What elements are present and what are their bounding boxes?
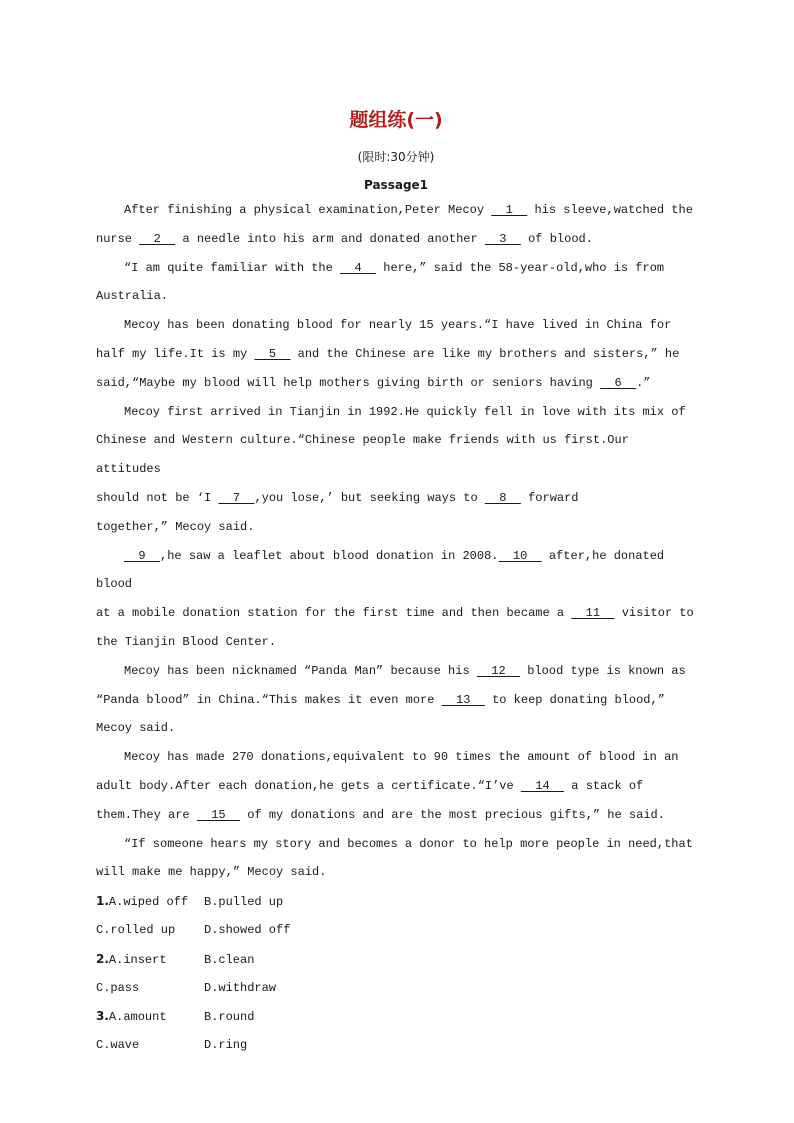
option-c: C.rolled up: [96, 922, 176, 937]
blank-12: 12: [476, 663, 521, 678]
blank-3: 3: [484, 231, 521, 246]
blank-2: 2: [139, 231, 176, 246]
passage-line: nurse 2 a needle into his arm and donated another 3 of blood.: [96, 231, 593, 246]
passage-line: together,” Mecoy said.: [96, 519, 255, 534]
blank-1: 1: [491, 203, 528, 217]
blank-13: 13: [441, 692, 485, 707]
passage-line: Chinese and Western culture.“Chinese people make friends with us first.Our attitudes: [96, 433, 637, 477]
blank-6: 6: [600, 375, 637, 390]
page-title: 题组练(一): [349, 109, 443, 131]
passage-line: Mecoy said.: [96, 721, 176, 736]
option-a: A.amount: [108, 1010, 167, 1025]
passage-line: at a mobile donation station for the first time and then became a 11 visitor to: [96, 606, 694, 621]
worksheet-page: [96, 105, 696, 1060]
time-limit: (限时:30分钟): [357, 150, 435, 164]
option-d: D.ring: [204, 1038, 248, 1053]
passage-line: will make me happy,” Mecoy said.: [96, 865, 327, 880]
blank-15: 15: [196, 807, 241, 822]
passage-line: After finishing a physical examination,Peter Mecoy 1 his sleeve,watched the: [124, 203, 693, 217]
passage-line: should not be ‘I 7 ,you lose,’ but seeking ways to 8 forward: [96, 490, 579, 505]
option-a: A.wiped off: [108, 895, 189, 910]
passage-line: adult body.After each donation,he gets a certificate.“I’ve 14 a stack of: [96, 778, 644, 793]
passage-line: half my life.It is my 5 and the Chinese are like my brothers and sisters,” he: [96, 346, 680, 361]
option-c: C.pass: [96, 980, 140, 995]
passage-line: 9 ,he saw a leaflet about blood donation in 2008. 10 after,he donated blood: [96, 548, 672, 592]
blank-11: 11: [571, 606, 615, 621]
option-b: B.clean: [204, 952, 255, 967]
blank-14: 14: [520, 778, 565, 793]
blank-7: 7: [218, 490, 255, 505]
option-c: C.wave: [96, 1038, 140, 1053]
passage-line: Mecoy has made 270 donations,equivalent to 90 times the amount of blood in an: [124, 750, 679, 765]
passage-line: Mecoy first arrived in Tianjin in 1992.He quickly fell in love with its mix of: [124, 404, 686, 419]
passage-line: the Tianjin Blood Center.: [96, 634, 277, 649]
blank-4: 4: [340, 260, 377, 275]
passage-line: Australia.: [96, 289, 169, 304]
option-b: B.pulled up: [204, 895, 284, 910]
passage-line: them.They are 15 of my donations and are the most precious gifts,” he said.: [96, 807, 665, 822]
question-options: [96, 887, 696, 1060]
passage-body: [96, 196, 696, 887]
question-number: 2.: [96, 951, 109, 966]
blank-9: 9: [124, 548, 161, 563]
blank-10: 10: [498, 548, 542, 563]
option-d: D.showed off: [204, 922, 291, 937]
passage-line: “Panda blood” in China.“This makes it even more 13 to keep donating blood,”: [96, 692, 665, 707]
option-a: A.insert: [108, 952, 167, 967]
blank-5: 5: [254, 346, 291, 361]
question-number: 1.: [96, 894, 109, 909]
option-b: B.round: [204, 1010, 255, 1025]
question-1-row-1: [96, 887, 696, 916]
question-2-row-1: [96, 945, 696, 974]
question-1-row-2: [96, 916, 696, 945]
option-d: D.withdraw: [204, 980, 277, 995]
blank-8: 8: [484, 490, 521, 505]
passage-line: said,“Maybe my blood will help mothers giving birth or seniors having 6 .”: [96, 375, 651, 390]
question-2-row-2: [96, 974, 696, 1003]
passage-line: Mecoy has been nicknamed “Panda Man” because his 12 blood type is known as: [124, 663, 686, 678]
passage-title: Passage1: [363, 178, 429, 192]
passage-line: Mecoy has been donating blood for nearly 15 years.“I have lived in China for: [124, 318, 672, 333]
passage-line: “If someone hears my story and becomes a donor to help more people in need,that: [124, 836, 693, 851]
passage-line: “I am quite familiar with the 4 here,” said the 58-year-old,who is from: [124, 260, 665, 275]
question-3-row-2: [96, 1031, 696, 1060]
question-3-row-1: [96, 1002, 696, 1031]
question-number: 3.: [96, 1009, 109, 1024]
